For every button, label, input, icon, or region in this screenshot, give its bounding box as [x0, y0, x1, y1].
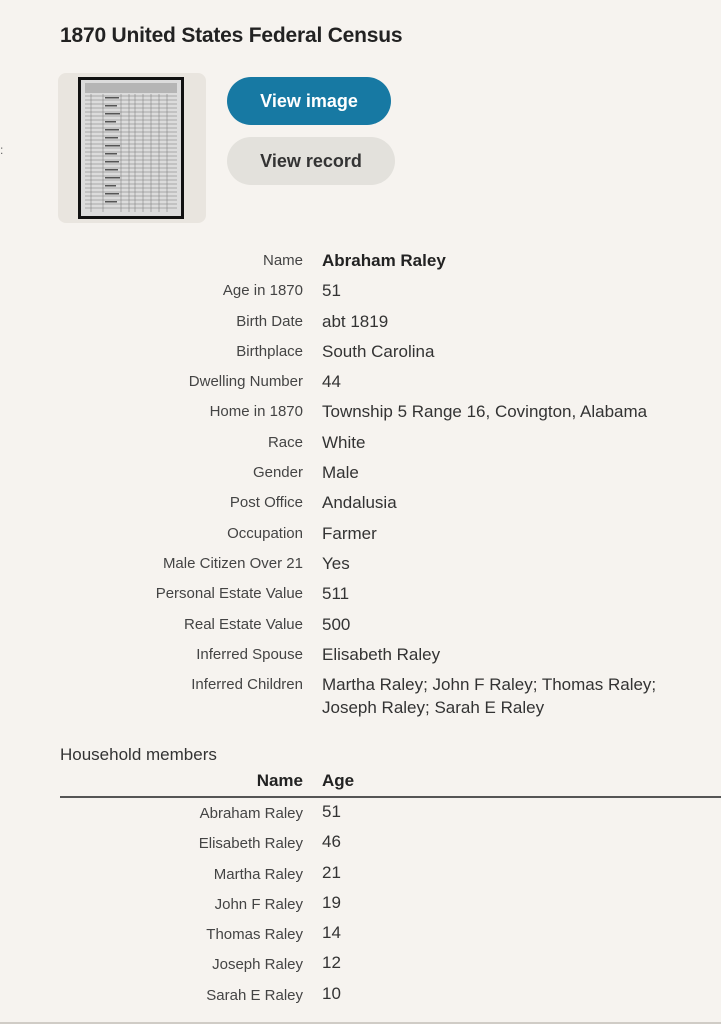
fact-label: Male Citizen Over 21 [162, 554, 303, 572]
fact-value: Yes [322, 553, 350, 573]
fact-label: Occupation [227, 524, 303, 542]
member-age: 14 [322, 923, 341, 943]
census-sheet-graphic [81, 80, 181, 216]
member-name: Martha Raley [213, 865, 303, 883]
fact-value: abt 1819 [322, 311, 389, 331]
page-title: 1870 United States Federal Census [60, 24, 403, 47]
table-row [0, 862, 721, 892]
fact-value: Township 5 Range 16, Covington, Alabama [322, 402, 648, 422]
member-age: 51 [322, 802, 341, 821]
member-name: Joseph Raley [212, 956, 303, 974]
fact-value: Elisabeth Raley [322, 644, 441, 664]
fact-value: Abraham Raley [322, 251, 446, 270]
edge-glyph: : [0, 143, 4, 157]
fact-row-birth-date [0, 307, 721, 337]
fact-value: 51 [322, 281, 341, 301]
fact-row-post-office [0, 488, 721, 518]
fact-row-children [0, 670, 721, 722]
fact-label: Race [267, 433, 303, 451]
fact-label: Birthplace [236, 342, 303, 360]
table-row [0, 801, 721, 831]
member-name: Elisabeth Raley [198, 835, 303, 853]
fact-row-birthplace [0, 337, 721, 367]
member-age: 10 [322, 983, 341, 1003]
column-header-name: Name [256, 771, 303, 790]
record-facts [0, 246, 721, 722]
table-row [0, 831, 721, 861]
fact-value: 44 [322, 372, 341, 392]
fact-row-spouse [0, 640, 721, 670]
fact-row-name [0, 246, 721, 276]
fact-row-occupation [0, 519, 721, 549]
fact-row-gender [0, 458, 721, 488]
fact-row-age [0, 276, 721, 306]
fact-value: Andalusia [322, 493, 397, 513]
record-thumbnail[interactable] [58, 73, 206, 223]
member-age: 12 [322, 953, 341, 973]
fact-row-race [0, 428, 721, 458]
fact-row-real-estate [0, 610, 721, 640]
fact-row-male-citizen [0, 549, 721, 579]
fact-label: Real Estate Value [184, 615, 303, 633]
fact-row-dwelling-number [0, 367, 721, 397]
fact-row-personal-estate [0, 579, 721, 609]
census-page-image[interactable] [78, 77, 184, 219]
fact-label: Age in 1870 [222, 282, 303, 300]
fact-label: Gender [252, 464, 303, 482]
household-table-header [60, 771, 721, 798]
fact-label: Inferred Children [191, 676, 303, 694]
fact-label: Home in 1870 [209, 403, 303, 421]
household-members-table [0, 801, 721, 1013]
view-image-button[interactable]: View image [227, 77, 391, 125]
column-header-age: Age [322, 771, 355, 790]
fact-label: Birth Date [236, 312, 303, 330]
fact-label: Name [262, 252, 303, 269]
table-row [0, 952, 721, 982]
fact-value: Male [322, 463, 359, 483]
fact-row-home [0, 397, 721, 427]
census-page-scan [81, 80, 181, 216]
household-section-title: Household members [60, 745, 217, 764]
member-name: Thomas Raley [206, 926, 303, 944]
member-name: John F Raley [214, 895, 303, 913]
fact-value: Martha Raley; John F Raley; Thomas Raley; Joseph Raley; Sarah E Raley [322, 675, 657, 718]
table-row [0, 922, 721, 952]
member-name: Sarah E Raley [206, 986, 303, 1004]
member-name: Abraham Raley [199, 805, 303, 822]
fact-value: 511 [322, 584, 350, 604]
fact-value: 500 [322, 614, 351, 634]
view-record-button[interactable]: View record [227, 137, 395, 185]
fact-value: Farmer [322, 523, 377, 543]
member-age: 21 [322, 862, 341, 882]
fact-value: White [322, 432, 366, 452]
fact-label: Personal Estate Value [155, 585, 303, 603]
member-age: 46 [322, 832, 341, 852]
fact-label: Inferred Spouse [196, 645, 303, 663]
member-age: 19 [322, 892, 341, 912]
table-row [0, 983, 721, 1013]
fact-label: Post Office [229, 494, 303, 512]
table-row [0, 892, 721, 922]
fact-value: South Carolina [322, 341, 435, 361]
fact-label: Dwelling Number [188, 373, 303, 391]
